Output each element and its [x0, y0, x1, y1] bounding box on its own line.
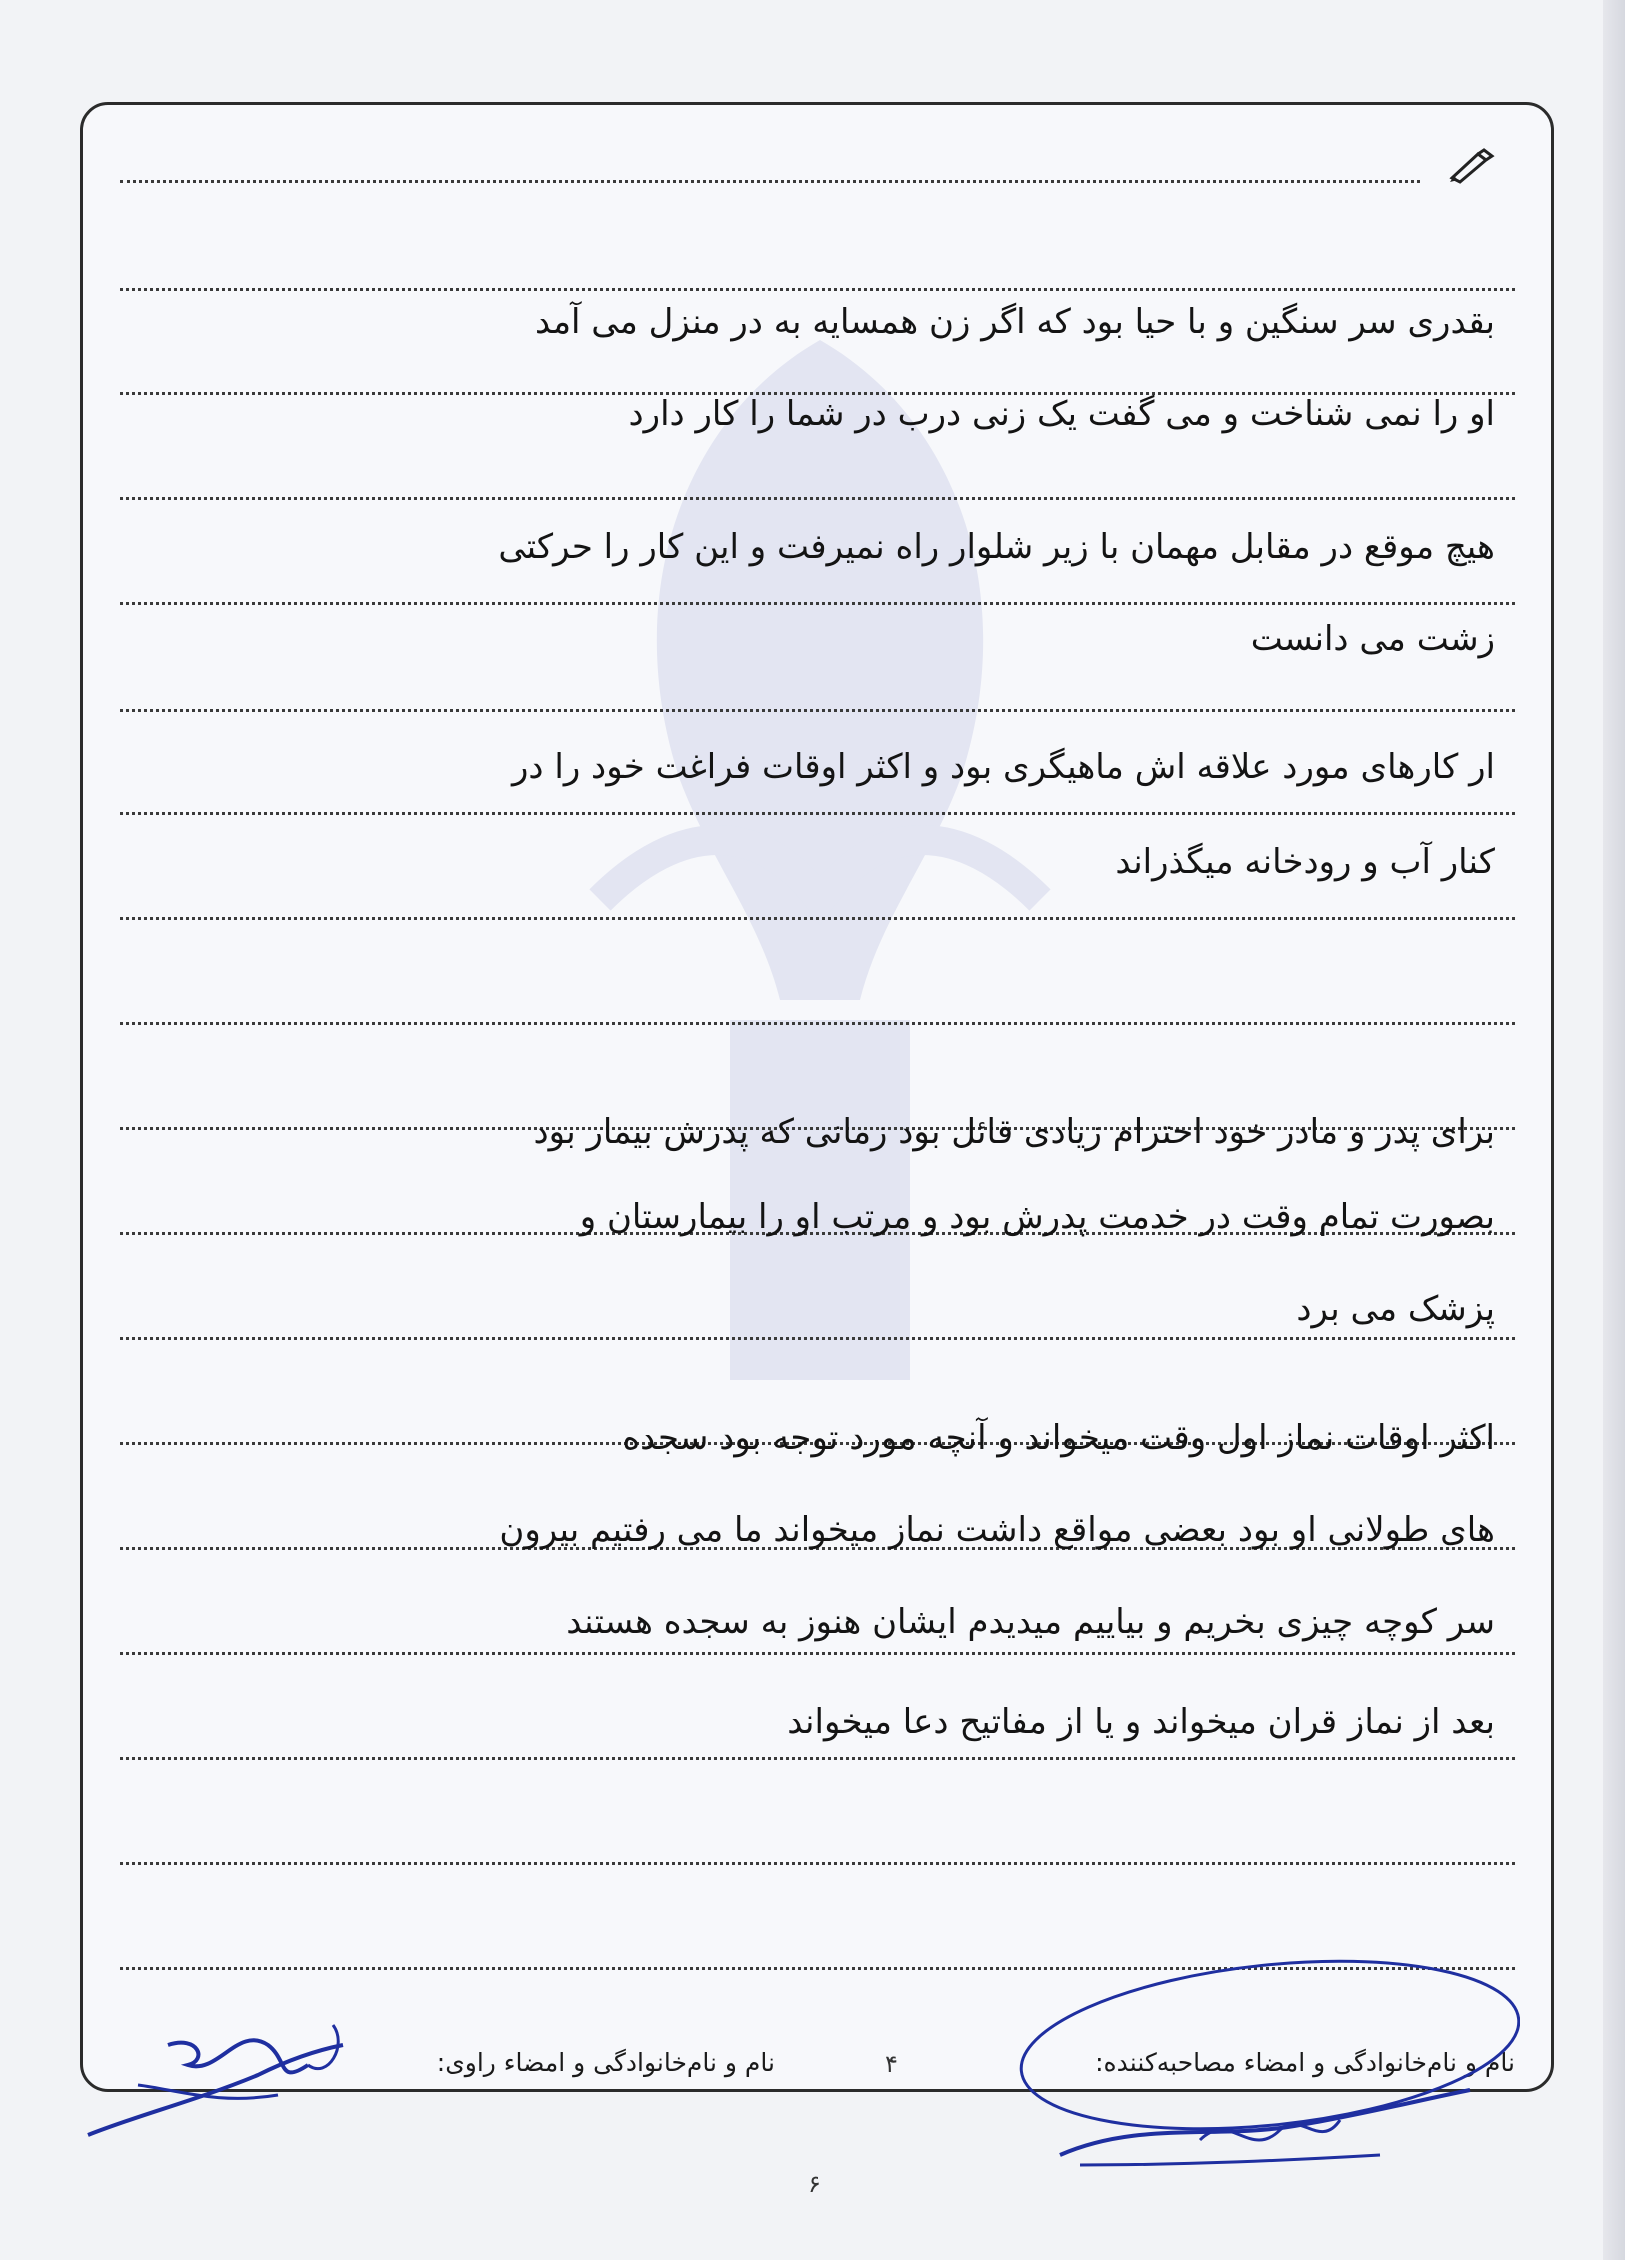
ruled-line — [120, 812, 1515, 815]
ruled-line — [120, 1757, 1515, 1760]
pen-writing-icon — [1448, 148, 1496, 184]
narrator-signature-label: نام و نام‌خانوادگی و امضاء راوی: — [436, 2048, 775, 2077]
ruled-line — [120, 1337, 1515, 1340]
interviewer-signature — [1000, 1950, 1520, 2180]
body-line: اکثر اوقات نماز اول وقت میخواند و آنچه مورد توجه بود سجده — [622, 1418, 1495, 1458]
ruled-line — [120, 180, 1420, 183]
page-edge — [1603, 0, 1625, 2260]
ruled-line — [120, 602, 1515, 605]
body-line: بصورت تمام وقت در خدمت پدرش بود و مرتب او را بیمارستان و — [579, 1197, 1495, 1237]
body-line: کنار آب و رودخانه میگذراند — [1115, 842, 1495, 882]
body-line: بقدری سر سنگین و با حیا بود که اگر زن همسایه به در منزل می آمد — [534, 302, 1495, 342]
ruled-line — [120, 917, 1515, 920]
interviewer-signature-label: نام و نام‌خانوادگی و امضاء مصاحبه‌کننده: — [1095, 2048, 1515, 2077]
ruled-line — [120, 1022, 1515, 1025]
ruled-line — [120, 497, 1515, 500]
body-line: برای پدر و مادر خود احترام زیادی قائل بود زمانی که پدرش بیمار بود — [533, 1112, 1495, 1152]
ruled-line — [120, 1862, 1515, 1865]
body-line: بعد از نماز قران میخواند و یا از مفاتیح دعا میخواند — [787, 1702, 1495, 1742]
outer-page-number: ۶ — [808, 2170, 821, 2198]
watermark-emblem — [560, 300, 1080, 1450]
body-line: پزشک می برد — [1296, 1289, 1495, 1329]
ruled-line — [120, 1652, 1515, 1655]
body-line: ار کارهای مورد علاقه اش ماهیگری بود و اکثر اوقات فراغت خود را در — [512, 747, 1495, 787]
inner-page-number: ۴ — [885, 2050, 898, 2078]
body-line: او را نمی شناخت و می گفت یک زنی درب در شما را کار دارد — [628, 394, 1495, 434]
body-line: هیچ موقع در مقابل مهمان با زیر شلوار راه نمیرفت و این کار را حرکتی — [498, 527, 1495, 567]
ruled-line — [120, 709, 1515, 712]
body-line: زشت می دانست — [1250, 619, 1495, 659]
body-line: سر کوچه چیزی بخریم و بیاییم میدیدم ایشان هنوز به سجده هستند — [566, 1602, 1495, 1642]
ruled-line — [120, 288, 1515, 291]
narrator-signature — [78, 2005, 358, 2145]
body-line: های طولانی او بود بعضی مواقع داشت نماز میخواند ما می رفتیم بیرون — [499, 1510, 1495, 1550]
